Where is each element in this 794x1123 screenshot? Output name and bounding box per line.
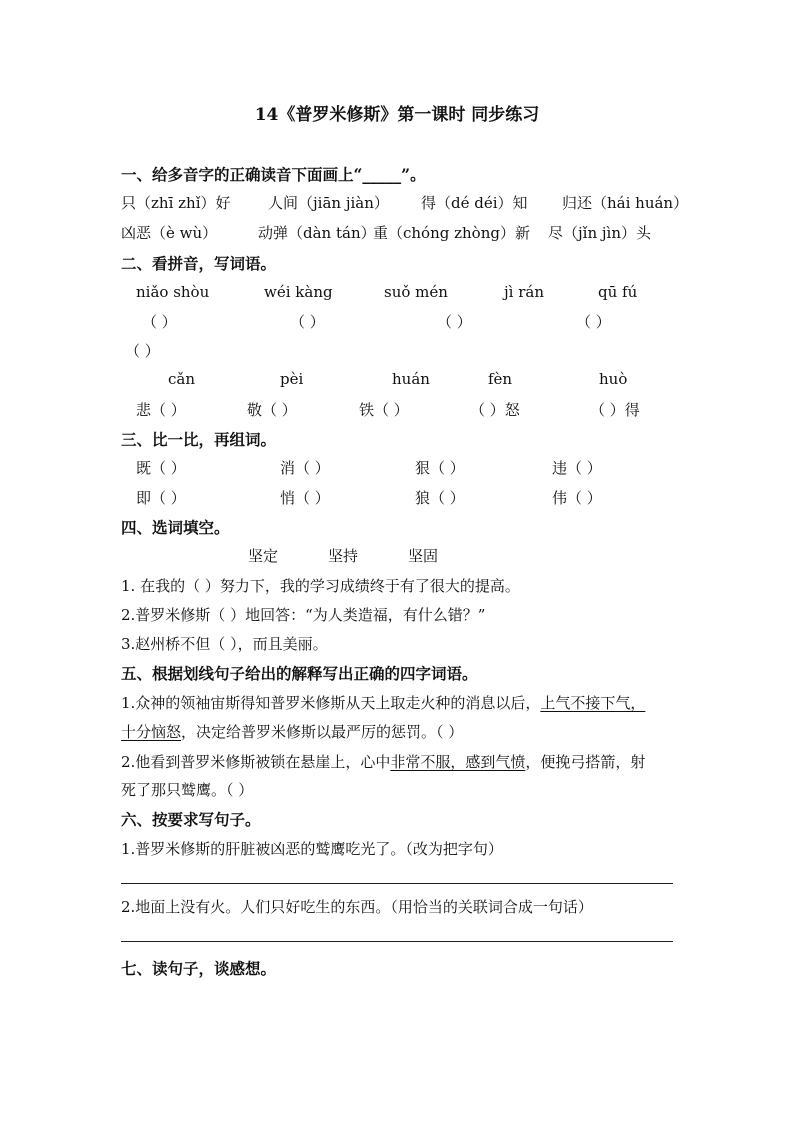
pinyin-prompt: jì rán [504, 283, 544, 301]
polyphone-item[interactable]: 只（zhī zhǐ）好 [121, 194, 231, 212]
answer-line-2[interactable] [121, 941, 673, 942]
word-blank[interactable]: 敬（ ） [247, 401, 297, 419]
compare-word[interactable]: 违（ ） [552, 459, 602, 477]
polyphone-item[interactable]: 凶恶（è wù） [121, 224, 218, 242]
question-text: ，决定给普罗米修斯以最严厉的惩罚。（ ） [181, 723, 464, 741]
idiom-question-2-line-2[interactable]: 死了那只鹫鹰。（ ） [121, 781, 254, 799]
polyphone-item[interactable]: 人间（jiān jiàn） [268, 194, 389, 212]
polyphone-item[interactable]: 动弹（dàn tán） [258, 224, 376, 242]
fill-question-3[interactable]: 3.赵州桥不但（ ），而且美丽。 [121, 635, 328, 653]
compare-word[interactable]: 伟（ ） [552, 489, 602, 507]
word-option: 坚定 [248, 547, 279, 565]
section-2-heading: 二、看拼音，写词语。 [121, 254, 277, 273]
word-blank[interactable]: （ ）得 [590, 401, 640, 419]
fill-question-1[interactable]: 1. 在我的（ ）努力下，我的学习成绩终于有了很大的提高。 [121, 577, 520, 595]
page-title: 14《普罗米修斯》第一课时 同步练习 [254, 105, 540, 125]
idiom-question-1-line-2[interactable] [121, 721, 463, 742]
answer-blank[interactable]: （ ） [142, 313, 177, 331]
underlined-phrase: 上气不接下气， [540, 694, 646, 712]
fill-question-2[interactable]: 2.普罗米修斯（ ）地回答：“为人类造福，有什么错？” [121, 606, 486, 624]
rewrite-question-2: 2.地面上没有火。人们只好吃生的东西。（用恰当的关联词合成一句话） [121, 898, 593, 916]
compare-word[interactable]: 既（ ） [136, 459, 186, 477]
question-text: 1.众神的领袖宙斯得知普罗米修斯从天上取走火种的消息以后， [121, 694, 541, 712]
underlined-phrase: 十分恼怒 [121, 723, 182, 741]
idiom-question-1-line-1[interactable] [121, 692, 645, 713]
section-7-heading: 七、读句子，谈感想。 [121, 959, 277, 978]
compare-word[interactable]: 消（ ） [280, 459, 330, 477]
pinyin-prompt: huò [599, 370, 628, 388]
answer-blank[interactable]: （ ） [576, 313, 611, 331]
word-option: 坚持 [328, 547, 359, 565]
pinyin-prompt: suǒ mén [384, 283, 448, 301]
compare-word[interactable]: 狠（ ） [415, 459, 465, 477]
answer-blank[interactable]: （ ） [290, 313, 325, 331]
underlined-phrase: 非常不服，感到气愤 [390, 753, 526, 771]
pinyin-prompt: qū fú [598, 283, 638, 301]
word-option: 坚固 [408, 547, 439, 565]
answer-line-1[interactable] [121, 883, 673, 884]
answer-blank[interactable]: （ ） [125, 342, 160, 360]
word-blank[interactable]: （ ）怒 [470, 401, 520, 419]
polyphone-item[interactable]: 归还（hái huán） [562, 194, 689, 212]
question-text: 2.他看到普罗米修斯被锁在悬崖上，心中 [121, 753, 391, 771]
rewrite-question-1: 1.普罗米修斯的肝脏被凶恶的鹫鹰吃光了。（改为把字句） [121, 840, 503, 858]
pinyin-prompt: niǎo shòu [136, 283, 210, 301]
pinyin-prompt: wéi kàng [264, 283, 333, 301]
pinyin-prompt: pèi [280, 370, 304, 388]
pinyin-prompt: cǎn [168, 370, 196, 388]
compare-word[interactable]: 即（ ） [136, 489, 186, 507]
word-blank[interactable]: 悲（ ） [136, 401, 186, 419]
section-3-heading: 三、比一比，再组词。 [121, 430, 277, 449]
answer-blank[interactable]: （ ） [437, 313, 472, 331]
polyphone-item[interactable]: 重（chóng zhòng）新 [373, 224, 530, 242]
section-6-heading: 六、按要求写句子。 [121, 810, 261, 829]
idiom-question-2-line-1[interactable] [121, 751, 645, 772]
section-5-heading: 五、根据划线句子给出的解释写出正确的四字词语。 [121, 664, 478, 683]
word-blank[interactable]: 铁（ ） [359, 401, 409, 419]
pinyin-prompt: huán [392, 370, 430, 388]
compare-word[interactable]: 狼（ ） [415, 489, 465, 507]
pinyin-prompt: fèn [488, 370, 513, 388]
compare-word[interactable]: 悄（ ） [280, 489, 330, 507]
polyphone-item[interactable]: 得（dé déi）知 [421, 194, 528, 212]
section-4-heading: 四、选词填空。 [121, 518, 230, 537]
polyphone-item[interactable]: 尽（jǐn jìn）头 [548, 224, 651, 242]
question-text: ，便挽弓搭箭，射 [525, 753, 646, 771]
section-1-heading: 一、给多音字的正确读音下面画上“_____”。 [121, 165, 426, 184]
